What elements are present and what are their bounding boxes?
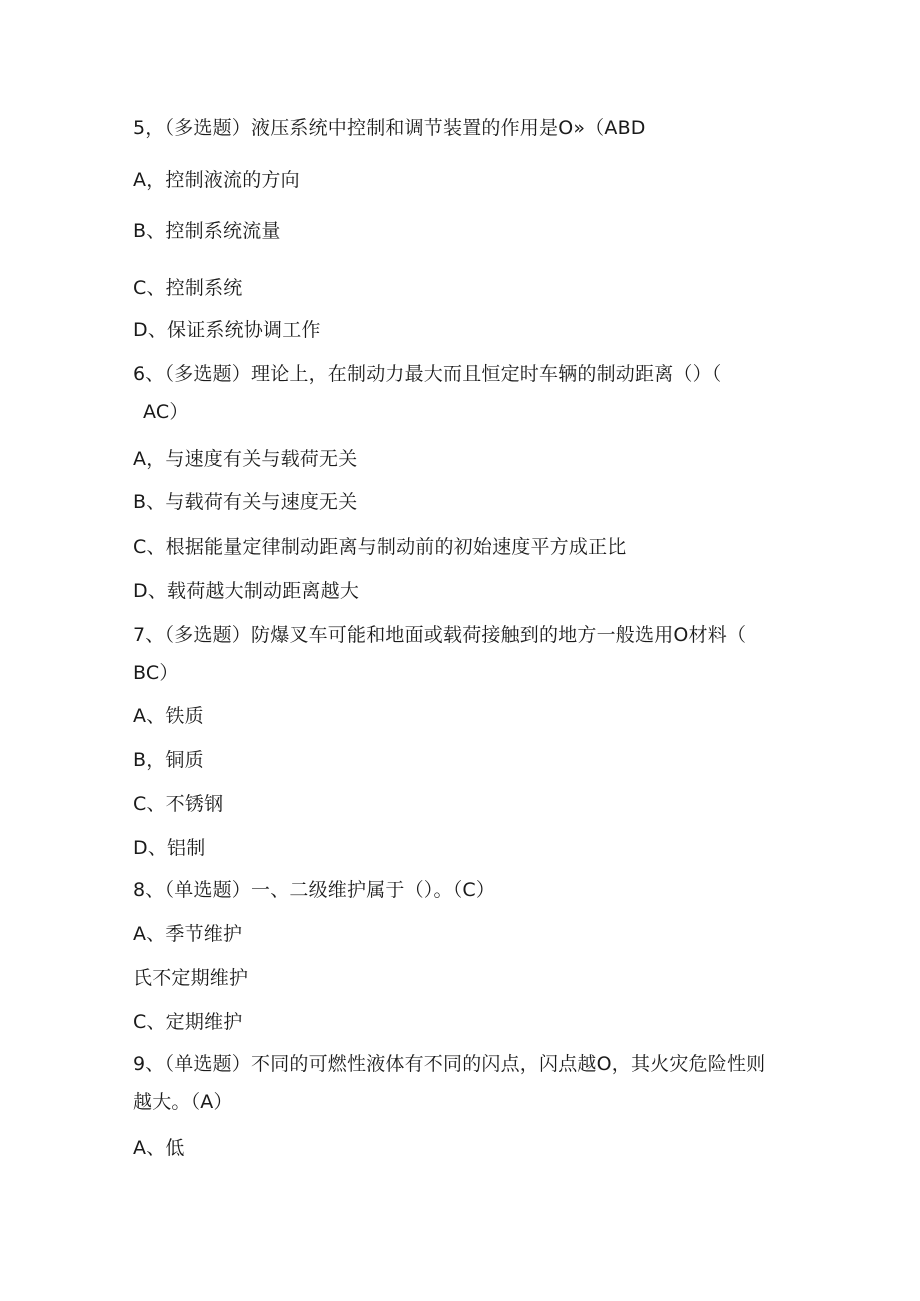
- question-5-option-a: A，控制液流的方向: [133, 169, 300, 191]
- question-7-option-d: D、铝制: [133, 837, 206, 859]
- question-9-stem-continued: 越大。（A）: [133, 1091, 233, 1113]
- question-8-option-a: A、季节维护: [133, 923, 243, 945]
- question-7-stem: 7、（多选题）防爆叉车可能和地面或载荷接触到的地方一般选用O材料（: [133, 624, 747, 646]
- question-9-stem: 9、（单选题）不同的可燃性液体有不同的闪点，闪点越O，其火灾危险性则: [133, 1053, 766, 1075]
- question-7-option-b: B，铜质: [133, 749, 204, 771]
- question-6-option-d: D、载荷越大制动距离越大: [133, 580, 360, 602]
- question-7-option-a: A、铁质: [133, 705, 204, 727]
- question-6-answer: AC）: [143, 401, 189, 423]
- question-6-option-c: C、根据能量定律制动距离与制动前的初始速度平方成正比: [133, 536, 627, 558]
- question-8-option-b: 氏不定期维护: [133, 967, 249, 989]
- question-5-option-b: B、控制系统流量: [133, 220, 281, 242]
- question-8-stem: 8、（单选题）一、二级维护属于（）。（C）: [133, 879, 496, 901]
- question-8-option-c: C、定期维护: [133, 1011, 243, 1033]
- question-6-option-b: B、与载荷有关与速度无关: [133, 491, 358, 513]
- question-5-option-c: C、控制系统: [133, 277, 243, 299]
- question-7-answer: BC）: [133, 662, 179, 684]
- question-6-stem: 6、（多选题）理论上，在制动力最大而且恒定时车辆的制动距离（）（: [133, 363, 722, 385]
- question-6-option-a: A，与速度有关与载荷无关: [133, 448, 358, 470]
- question-5-option-d: D、保证系统协调工作: [133, 319, 321, 341]
- question-7-option-c: C、不锈钢: [133, 793, 224, 815]
- question-5-stem: 5，（多选题）液压系统中控制和调节装置的作用是O»（ABD: [133, 117, 646, 139]
- question-9-option-a: A、低: [133, 1137, 185, 1159]
